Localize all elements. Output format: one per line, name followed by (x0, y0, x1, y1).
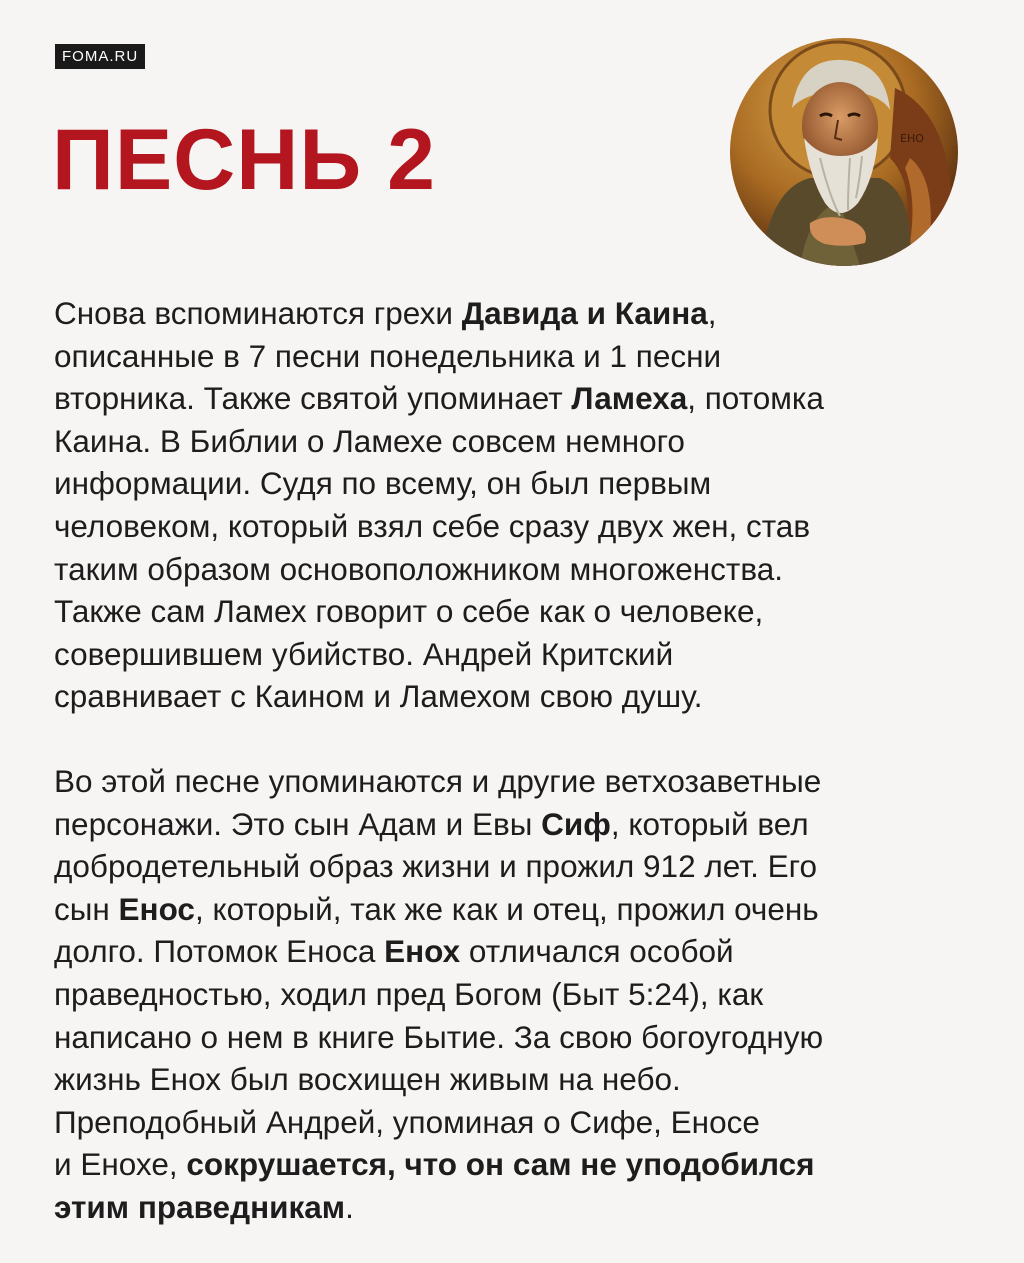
text-run: , который, так же как и отец, прожил очень (194, 890, 819, 927)
text-run: . (345, 1188, 354, 1225)
saint-icon-portrait (730, 38, 958, 266)
bold-name: Давида и Каина (461, 295, 708, 331)
text-line (54, 292, 984, 335)
text-line: жизнь Енох был восхищен живым на небо. (54, 1061, 681, 1098)
text-run: Снова вспоминаются грехи (54, 295, 462, 331)
paragraph-2 (54, 760, 984, 1229)
page-title: ПЕСНЬ 2 (52, 112, 436, 208)
text-line (54, 1186, 984, 1229)
text-line: человеком, который взял себе сразу двух жен, став (54, 507, 811, 544)
bold-name: Енох (384, 933, 461, 970)
paragraph-1 (54, 292, 984, 718)
text-line: Каина. В Библии о Ламехе совсем немного (54, 422, 685, 459)
bold-name: Енос (118, 890, 195, 927)
icon-inscription: ЕНО (900, 132, 924, 145)
text-run: , который вел (610, 805, 809, 842)
text-line (54, 888, 984, 931)
text-line (54, 803, 984, 846)
text-run: и Енохе, (54, 1146, 187, 1183)
text-line (54, 377, 984, 420)
bold-phrase: сокрушается, что он сам не уподобился (186, 1146, 815, 1183)
text-run: вторника. Также святой упоминает (54, 380, 572, 417)
text-line: совершившем убийство. Андрей Критский (54, 635, 674, 672)
text-line: праведностью, ходил пред Богом (Быт 5:24), как (54, 975, 764, 1012)
bold-name: Ламеха (571, 380, 688, 417)
text-line: написано о нем в книге Бытие. За свою богоугодную (54, 1018, 824, 1055)
text-run: персонажи. Это сын Адам и Евы (54, 805, 542, 842)
text-run: сын (54, 890, 119, 927)
text-line: информации. Судя по всему, он был первым (54, 465, 712, 502)
bold-name: Сиф (541, 805, 611, 842)
text-line: описанные в 7 песни понедельника и 1 песни (54, 337, 722, 374)
text-line: добродетельный образ жизни и прожил 912 лет. Его (54, 848, 817, 885)
article-body (54, 292, 984, 1228)
text-run: , (707, 295, 717, 331)
text-line: Преподобный Андрей, упоминая о Сифе, Еносе (54, 1103, 760, 1140)
text-run: долго. Потомок Еноса (54, 933, 385, 970)
text-line: таким образом основоположником многоженства. (54, 550, 783, 587)
text-run: , потомка (687, 380, 824, 417)
text-line: Во этой песне упоминаются и другие ветхозаветные (54, 762, 822, 799)
text-run: отличался особой (460, 933, 734, 970)
text-line (54, 1143, 984, 1186)
icon-portrait-image (730, 38, 958, 266)
bold-phrase: этим праведникам (54, 1188, 346, 1225)
text-line (54, 930, 984, 973)
brand-badge: FOMA.RU (55, 44, 145, 69)
text-line: сравнивает с Каином и Ламехом свою душу. (54, 678, 703, 715)
text-line: Также сам Ламех говорит о себе как о человеке, (54, 593, 764, 630)
